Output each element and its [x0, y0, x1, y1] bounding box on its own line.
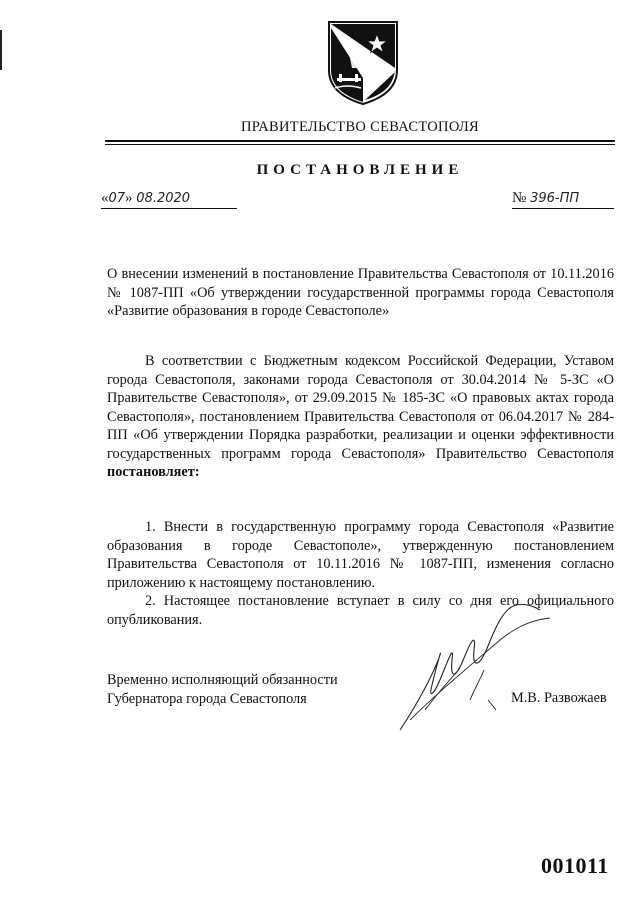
date-open-quote: «	[101, 190, 109, 206]
preamble-text: В соответствии с Бюджетным кодексом Российской Федерации, Уставом города Севастополя, законами города Севастополя от 30.04.2014 № 5-ЗС «О Правительстве Севастополя», от 29.09.2015 № 185-ЗС «О правовых актах города Севастополя», постановлением Правительства Севастополя от 06.04.2017 № 284-ПП «Об утверждении Порядка разработки, реализации и оценки эффективности государственных программ города Севастополя» Правительство Севастополя	[107, 353, 614, 462]
document-date	[101, 190, 237, 209]
document-type-title: ПОСТАНОВЛЕНИЕ	[256, 162, 464, 178]
document-subject: О внесении изменений в постановление Правительства Севастополя от 10.11.2016 № 1087-ПП «Об утверждении государственной программы города Севастополя «Развитие образования в городе Севастополе»	[107, 266, 614, 319]
date-day: 07	[108, 191, 126, 206]
organization-name: ПРАВИТЕЛЬСТВО СЕВАСТОПОЛЯ	[241, 119, 479, 135]
header-rule-thick	[105, 140, 615, 142]
resolution-item: 1. Внести в государственную программу города Севастополя «Развитие образования в городе Севастополе», утвержденную постановлением Правительства Севастополя от 10.11.2016 № 1087-ПП, изменения согласно приложению к настоящему постановлению.	[107, 519, 614, 591]
number-prefix: №	[512, 190, 527, 206]
document-preamble	[107, 352, 614, 482]
resolution-item: 2. Настоящее постановление вступает в силу со дня его официального опубликования.	[107, 593, 614, 628]
margin-mark	[0, 30, 2, 70]
header-rule-thin	[105, 144, 615, 145]
handwritten-signature	[380, 600, 560, 740]
signer-title-line: Губернатора города Севастополя	[107, 690, 307, 707]
number-value: 396-ПП	[530, 191, 580, 206]
signer-title	[107, 671, 338, 708]
signer-name: М.В. Развожаев	[511, 690, 607, 706]
form-serial-number: 001011	[541, 853, 609, 878]
signer-title-line: Временно исполняющий обязанности	[107, 672, 338, 688]
date-close-quote: »	[125, 190, 133, 206]
preamble-decision: постановляет:	[107, 464, 200, 480]
document-number	[512, 190, 614, 209]
coat-of-arms-emblem	[325, 18, 401, 106]
date-month-year: 08.2020	[136, 191, 191, 206]
